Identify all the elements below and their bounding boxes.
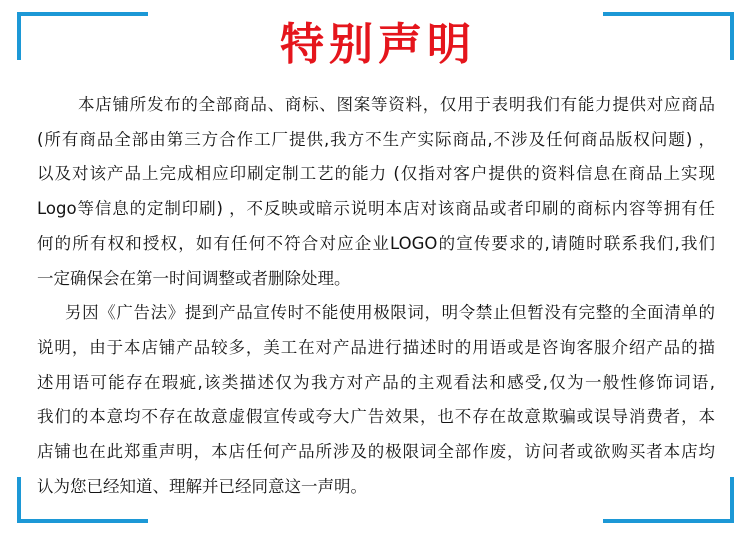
paragraph-line: 述用语可能存在瑕疵,该类描述仅为我方对产品的主观看法和感受,仅为一般性修饰词语,: [37, 372, 715, 392]
paragraph-line: 另因《广告法》提到产品宣传时不能使用极限词，明令禁止但暂没有完整的全面清单的: [65, 303, 715, 323]
paragraph-line: 店铺也在此郑重声明，本店任何产品所涉及的极限词全部作废，访问者或欲购买者本店均: [37, 442, 715, 462]
paragraph-advertising-law: [37, 296, 715, 504]
paragraph-line: (所有商品全部由第三方合作工厂提供,我方不生产实际商品,不涉及任何商品版权问题) ，: [37, 129, 715, 149]
statement-body: [37, 88, 715, 504]
paragraph-line: 说明，由于本店铺产品较多，美工在对产品进行描述时的用语或是咨询客服介绍产品的描: [37, 337, 715, 357]
paragraph-disclaimer: [37, 88, 715, 296]
paragraph-line: 认为您已经知道、理解并已经同意这一声明。: [37, 476, 367, 496]
paragraph-line: Logo等信息的定制印刷) ，不反映或暗示说明本店对该商品或者印刷的商标内容等拥有任: [37, 199, 715, 219]
paragraph-line: 一定确保会在第一时间调整或者删除处理。: [37, 268, 351, 288]
paragraph-line: 何的所有权和授权，如有任何不符合对应企业LOGO的宣传要求的,请随时联系我们,我们: [37, 233, 715, 253]
page-title: 特别声明: [280, 19, 476, 70]
paragraph-line: 以及对该产品上完成相应印刷定制工艺的能力 (仅指对客户提供的资料信息在商品上实现: [37, 164, 715, 184]
paragraph-line: 本店铺所发布的全部商品、商标、图案等资料，仅用于表明我们有能力提供对应商品: [78, 95, 715, 114]
paragraph-line: 我们的本意均不存在故意虚假宣传或夸大广告效果，也不存在故意欺骗或误导消费者，本: [37, 407, 715, 427]
